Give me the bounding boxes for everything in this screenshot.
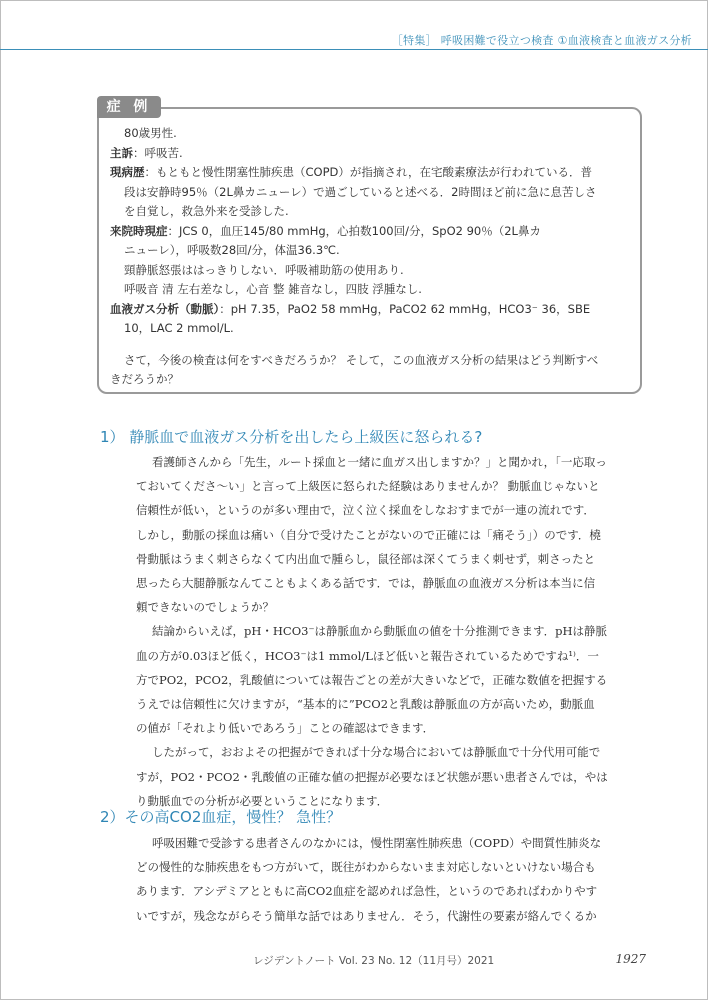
body-line: どの慢性的な肺疾患をもつ方がいて，既往がわからないまま対応しないといけない場合も xyxy=(136,860,596,875)
case-line-text: 段は安静時95％（2L鼻カニューレ）で過ごしていると述べる．2時間ほど前に急に息苦しさ xyxy=(124,184,597,199)
case-line xyxy=(110,202,632,222)
case-line xyxy=(110,300,632,320)
case-question-line: きだろうか？ xyxy=(110,372,179,386)
case-line-text: ニューレ），呼吸数28回/分，体温36.3℃. xyxy=(124,243,340,257)
case-line xyxy=(110,261,632,281)
case-line-text: 80歳男性. xyxy=(124,126,177,140)
case-question xyxy=(110,351,632,390)
journal-name: レジデントノート Vol. 23 No. 12（11月号）2021 xyxy=(253,955,495,967)
page-footer xyxy=(0,953,708,973)
body-line: ておいてくださ〜い」と言って上級医に怒られた経験はありませんか？ 動脈血じゃないと xyxy=(136,479,600,494)
body-line: 信頼性が低い，というのが多い理由で，泣く泣く採血をしなおすまでが一連の流れです． xyxy=(136,503,595,518)
case-line-text: ：もともと慢性閉塞性肺疾患（COPD）が指摘され，在宅酸素療法が行われている．普 xyxy=(144,165,593,179)
body-line: 呼吸困難で受診する患者さんのなかには，慢性閉塞性肺疾患（COPD）や間質性肺炎な xyxy=(152,836,602,850)
case-line xyxy=(110,280,632,300)
case-body xyxy=(110,124,632,390)
case-line-text: 頸静脈怒張ははっきりしない．呼吸補助筋の使用あり. xyxy=(124,262,404,277)
body-line: うえでは信頼性に欠けますが，“基本的に”PCO2と乳酸は静脈血の方が高いため，動脈血 xyxy=(136,697,595,712)
body-line: り動脈血での分析が必要ということになります． xyxy=(136,793,389,808)
body-line: したがって，おおよその把握ができれば十分な場合においては静脈血で十分代用可能で xyxy=(152,745,601,760)
case-line xyxy=(110,144,632,164)
case-line-label: 現病歴 xyxy=(110,165,145,179)
section2-heading: 2）その高CO2血症，慢性？ 急性？ xyxy=(100,808,342,826)
body-line: 結論からいえば，pH・HCO3⁻は静脈血から動脈血の値を十分推測できます．pHは静脈 xyxy=(152,624,607,639)
case-line-text: ：JCS 0，血圧145/80 mmHg，心拍数100回/分，SpO2 90％（2L鼻カ xyxy=(167,223,541,238)
case-question-line: さて，今後の検査は何をすべきだろうか？ そして，この血液ガス分析の結果はどう判断すべ xyxy=(124,352,599,367)
body-line: いですが，残念ながらそう簡単な話ではありません．そう，代謝性の要素が絡んでくるか xyxy=(136,908,597,923)
case-line xyxy=(110,163,632,183)
case-line-label: 来院時現症 xyxy=(110,223,168,238)
page-number: 1927 xyxy=(615,952,646,966)
case-line xyxy=(110,241,632,261)
header-rule xyxy=(0,49,708,50)
body-line: あります．アシデミアとともに高CO2血症を認めれば急性，というのであればわかりやす xyxy=(136,884,598,899)
case-line xyxy=(110,319,632,339)
body-line: 骨動脈はうまく刺さらなくて内出血で腫らし，鼠径部は深くてうまく刺せず，刺さったと xyxy=(136,551,596,566)
running-header: ［特集］ 呼吸困難で役立つ検査 ①血液検査と血液ガス分析 xyxy=(391,34,692,47)
section1-body xyxy=(136,450,646,813)
body-line: 方でPO2，PCO2，乳酸値については報告ごとの差が大きいなどで，正確な数値を把握する xyxy=(136,672,608,687)
case-line-text: ：呼吸苦. xyxy=(133,145,183,160)
body-line: 血の方が0.03ほど低く，HCO3⁻は1 mmol/Lほど低いと報告されているためですね¹⁾．一 xyxy=(136,648,599,663)
body-line: 思ったら大腿静脈なんてこともよくある話です．では，静脈血の血液ガス分析は本当に信 xyxy=(136,576,596,591)
case-line-text: 10，LAC 2 mmol/L. xyxy=(124,321,234,335)
case-line-label: 主訴 xyxy=(110,145,133,160)
case-line-text: 呼吸音 清 左右差なし，心音 整 雑音なし，四肢 浮腫なし. xyxy=(124,282,422,296)
section2-body xyxy=(136,831,646,928)
case-line-label: 血液ガス分析（動脈） xyxy=(110,301,220,316)
body-line: 看護師さんから「先生，ルート採血と一緒に血ガス出しますか？」と聞かれ，「一応取っ xyxy=(152,455,607,469)
case-line-text: ：pH 7.35，PaO2 58 mmHg，PaCO2 62 mmHg，HCO3⁻ 36，SBE xyxy=(219,301,591,316)
case-line xyxy=(110,183,632,203)
case-tag: 症 例 xyxy=(97,96,161,118)
body-line: しかし，動脈の採血は痛い（自分で受けたことがないので正確には「痛そう」）のです．橈 xyxy=(136,527,601,542)
body-line: すが，PO2・PCO2・乳酸値の正確な値の把握が必要なほど状態が悪い患者さんでは，やは xyxy=(136,769,608,784)
section1-heading: 1） 静脈血で血液ガス分析を出したら上級医に怒られる? xyxy=(100,428,483,446)
case-line-text: を自覚し，救急外来を受診した. xyxy=(124,204,289,218)
body-line: の値が「それより低いであろう」ことの確認はできます． xyxy=(136,721,435,736)
case-line xyxy=(110,124,632,144)
case-line xyxy=(110,222,632,242)
body-line: 頼できないのでしょうか？ xyxy=(136,600,274,615)
